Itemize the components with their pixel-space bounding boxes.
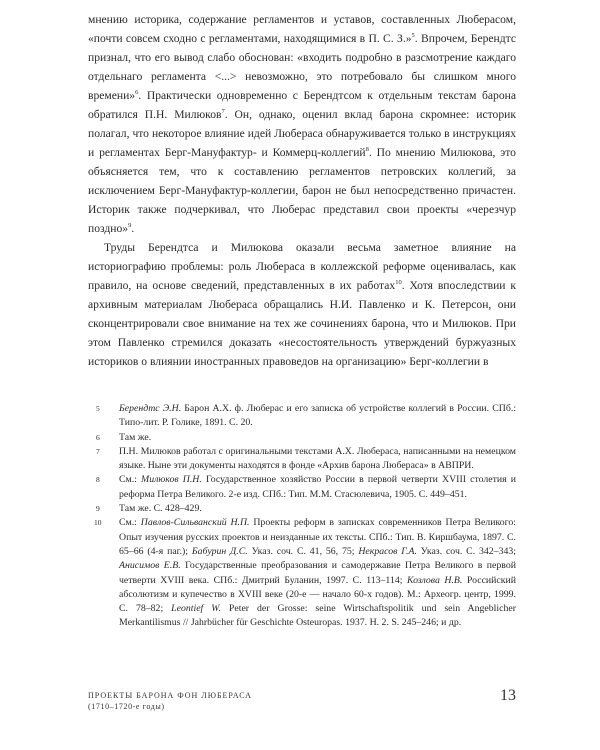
footnote-text: Там же. (119, 431, 152, 443)
footnote-number: 5 (96, 404, 100, 413)
footnote-author: Павлов-Сильванский Н.П. (140, 517, 250, 529)
footnote-text: Российский абсолютизм и купечество в XVIII веке (20-е — начало 60-х годов). М.: Археогр. центр, 1999. С. 78–82; (119, 574, 517, 615)
footnote-text: Барон А.Х. ф. Люберас и его записка об устройстве коллегий в России. СПб.: Типо-лит. Р. Голике, 1891. С. 20. (119, 403, 516, 429)
footnotes (88, 402, 516, 631)
footnote-ref-5[interactable]: 5 (411, 32, 415, 40)
footnote-text: Государственное хозяйство России в первой четверти XVIII столетия и реформа Петра Великого. 2-е изд. СПб.: Тип. М.М. Стасюлевича, 1905. С. 449–451. (119, 474, 517, 500)
footnote-5 (88, 402, 516, 431)
footnote-8 (88, 473, 516, 502)
main-text (88, 10, 516, 371)
text-segment: мнению историка, содержание регламентов и уставов, составленных Люберасом, «почти совсем сходно с регламентами, находящимися в П. С. З.» (88, 13, 516, 45)
footnote-text: Проекты реформ в записках современников Петра Великого: Опыт изучения русских проектов и неизданные их тексты. СПб.: Тип. В. Киршбаума, 1897. С. 65–66 (4-я паг.); (119, 517, 516, 557)
footnote-text: Peter der Grosse: seine Wirtschaftspolitik und sein Angeblicher Merkantilismus // Jahrbücher für Geschichte Osteuropas. 1937. H. 2. S. 245–246; и др. (119, 603, 516, 629)
footnote-text: Указ. соч. С. 342–343; (416, 545, 516, 557)
text-segment: . Практически одновременно с Берендтсом к отдельным текстам барона обратился П.Н. Милюков (88, 89, 516, 121)
footnote-text: Там же. С. 428–429. (119, 503, 202, 515)
footnote-number: 6 (96, 432, 100, 442)
footnote-ref-10[interactable]: 10 (395, 279, 402, 287)
text-segment: . Впрочем, Берендтс признал, что его вывод слабо обоснован: «входить подробно в разсмотрение каждаго отдельнаго регламента <...> невозможно, это потребовало бы слишком много времени» (88, 32, 516, 102)
footnote-author: Некрасов Г.А. (358, 545, 417, 557)
footnote-number: 7 (96, 446, 100, 456)
footnote-author: Милюков П.Н. (141, 474, 202, 486)
text-segment: . Хотя впоследствии к архивным материалам Любераса обращались Н.И. Павленко и К. Петерсон, они сконцентрировали свое внимание на тех же сочинениях барона, что и Милюков. При этом Павленко стремился доказать «несостоятельность утверждений буржуазных историков о влиянии иностранных правоведов на организацию» Берг-коллегии в (88, 279, 516, 368)
footnote-ref-9[interactable]: 9 (128, 222, 132, 230)
footnote-author: Козлова Н.В. (407, 574, 463, 586)
footnote-6 (88, 431, 516, 445)
footer-subtitle: (1710–1720-е годы) (88, 702, 165, 711)
footnote-10 (88, 516, 516, 630)
footnote-ref-8[interactable]: 8 (365, 146, 369, 154)
footnote-prefix: См.: (119, 474, 142, 486)
footnote-number: 9 (96, 504, 100, 514)
text-segment: . По мнению Милюкова, это объясняется тем, что к составлению регламентов петровских коллегий, за исключением Берг-Мануфактур-коллегии, барон не был непосредственно причастен. Историк также подчеркивал, что Люберас представил свои проекты «черезчур поздно» (88, 146, 516, 235)
footnote-text: Государственные преобразования и самодержавие Петра Великого в первой четверти XVIII века. СПб.: Дмитрий Буланин, 1997. С. 113–114; (119, 560, 516, 586)
footnote-ref-6[interactable]: 6 (135, 89, 139, 97)
paragraph-2 (88, 238, 516, 371)
footnote-author: Бабурин Д.С. (191, 545, 248, 557)
text-segment: . Он, однако, оценил вклад барона скромнее: историк полагал, что некоторое влияние идей Любераса обнаруживается только в инструкциях и регламентах Берг-Мануфактур- и Коммерц-коллегий (88, 108, 516, 159)
text-segment: . (131, 222, 135, 235)
footnote-text: Указ. соч. С. 41, 56, 75; (247, 545, 359, 557)
footnote-author: Берендтс Э.Н. (119, 403, 182, 414)
text-segment: Труды Берендтса и Милюкова оказали весьма заметное влияние на историографию проблемы: роль Любераса в коллежской реформе оценивалась, как правило, на основе сведений, представленных в их работах (88, 241, 516, 292)
footnote-9 (88, 502, 516, 516)
footnote-7 (88, 445, 516, 474)
footnote-number: 10 (94, 518, 102, 528)
footnote-prefix: См.: (119, 517, 141, 529)
footnote-number: 8 (96, 475, 100, 485)
running-footer (88, 690, 252, 712)
footnote-author: Анисимов Е.В. (119, 560, 181, 572)
footnote-text: П.Н. Милюков работал с оригинальными текстами А.Х. Любераса, написанными на немецком языке. Ныне эти документы находятся в фонде «Архив барона Любераса» в АВПРИ. (119, 445, 516, 472)
page-number: 13 (500, 687, 516, 704)
footer-title: ПРОЕКТЫ БАРОНА ФОН ЛЮБЕРАСА (88, 691, 252, 700)
footnote-ref-7[interactable]: 7 (221, 108, 225, 116)
paragraph-1 (88, 10, 516, 238)
footnote-author: Leontief W. (171, 603, 221, 615)
